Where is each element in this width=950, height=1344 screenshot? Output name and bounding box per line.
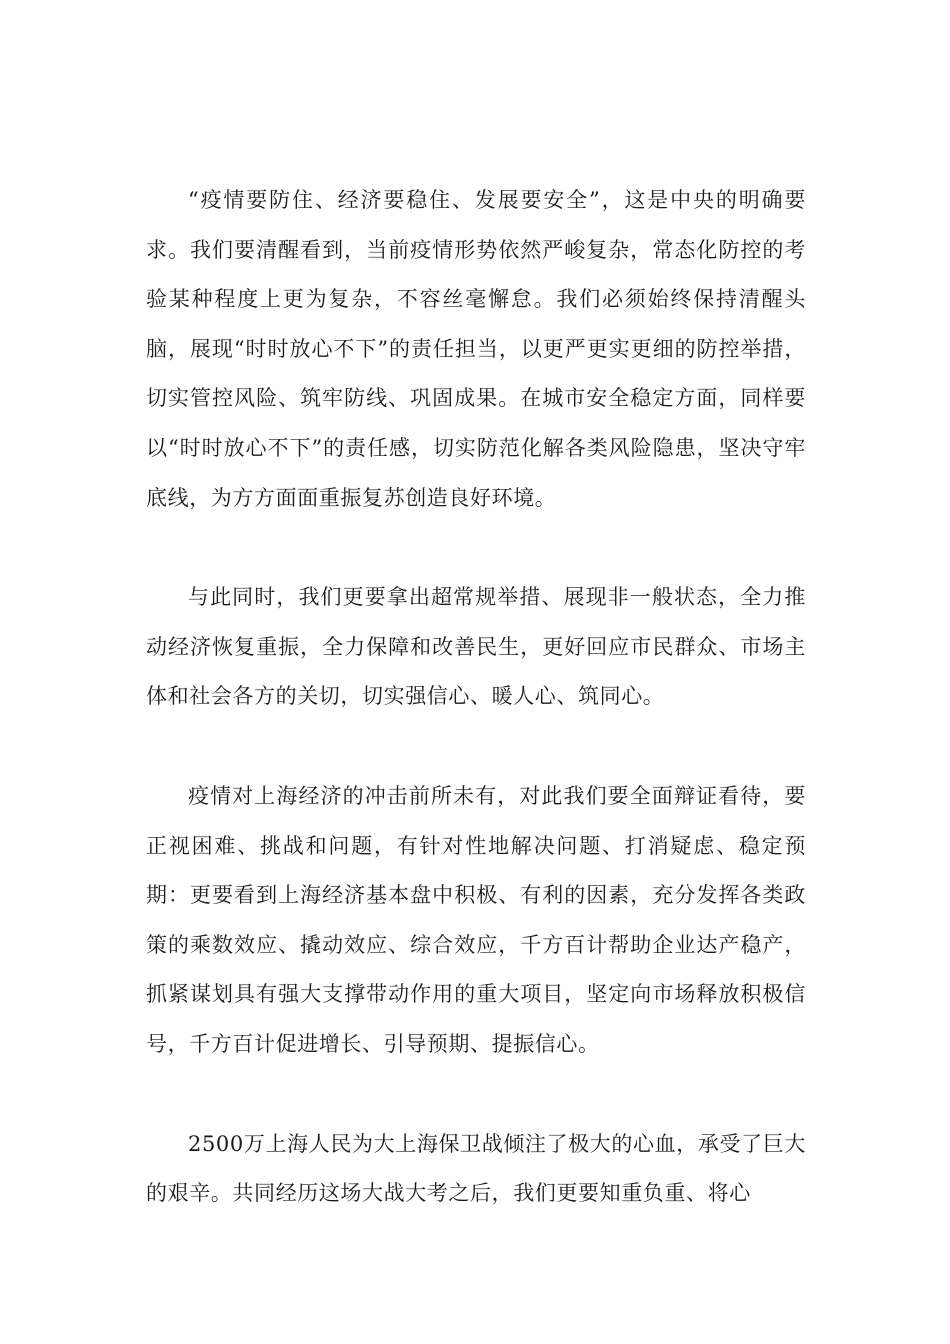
- document-body: [146, 176, 806, 1219]
- paragraph-4: 2500万上海人民为大上海保卫战倾注了极大的心血，承受了巨大的艰辛。共同经历这场大战大考之后，我们更要知重负重、将心: [146, 1131, 806, 1206]
- paragraph-3: 疫情对上海经济的冲击前所未有，对此我们要全面辩证看待，要正视困难、挑战和问题，有针对性地解决问题、打消疑虑、稳定预期：更要看到上海经济基本盘中积极、有利的因素，充分发挥各类政策的乘数效应、撬动效应、综合效应，千方百计帮助企业达产稳产，抓紧谋划具有强大支撑带动作用的重大项目，坚定向市场释放积极信号，千方百计促进增长、引导预期、提振信心。: [146, 783, 806, 1056]
- paragraph-2: 与此同时，我们更要拿出超常规举措、展现非一般状态，全力推动经济恢复重振，全力保障和改善民生，更好回应市民群众、市场主体和社会各方的关切，切实强信心、暖人心、筑同心。: [146, 585, 806, 709]
- paragraph-1: “疫情要防住、经济要稳住、发展要安全”，这是中央的明确要求。我们要清醒看到，当前疫情形势依然严峻复杂，常态化防控的考验某种程度上更为复杂，不容丝毫懈怠。我们必须始终保持清醒头脑，展现“时时放心不下”的责任担当，以更严更实更细的防控举措，切实管控风险、筑牢防线、巩固成果。在城市安全稳定方面，同样要以“时时放心不下”的责任感，切实防范化解各类风险隐患，坚决守牢底线，为方方面面重振复苏创造良好环境。: [146, 188, 806, 510]
